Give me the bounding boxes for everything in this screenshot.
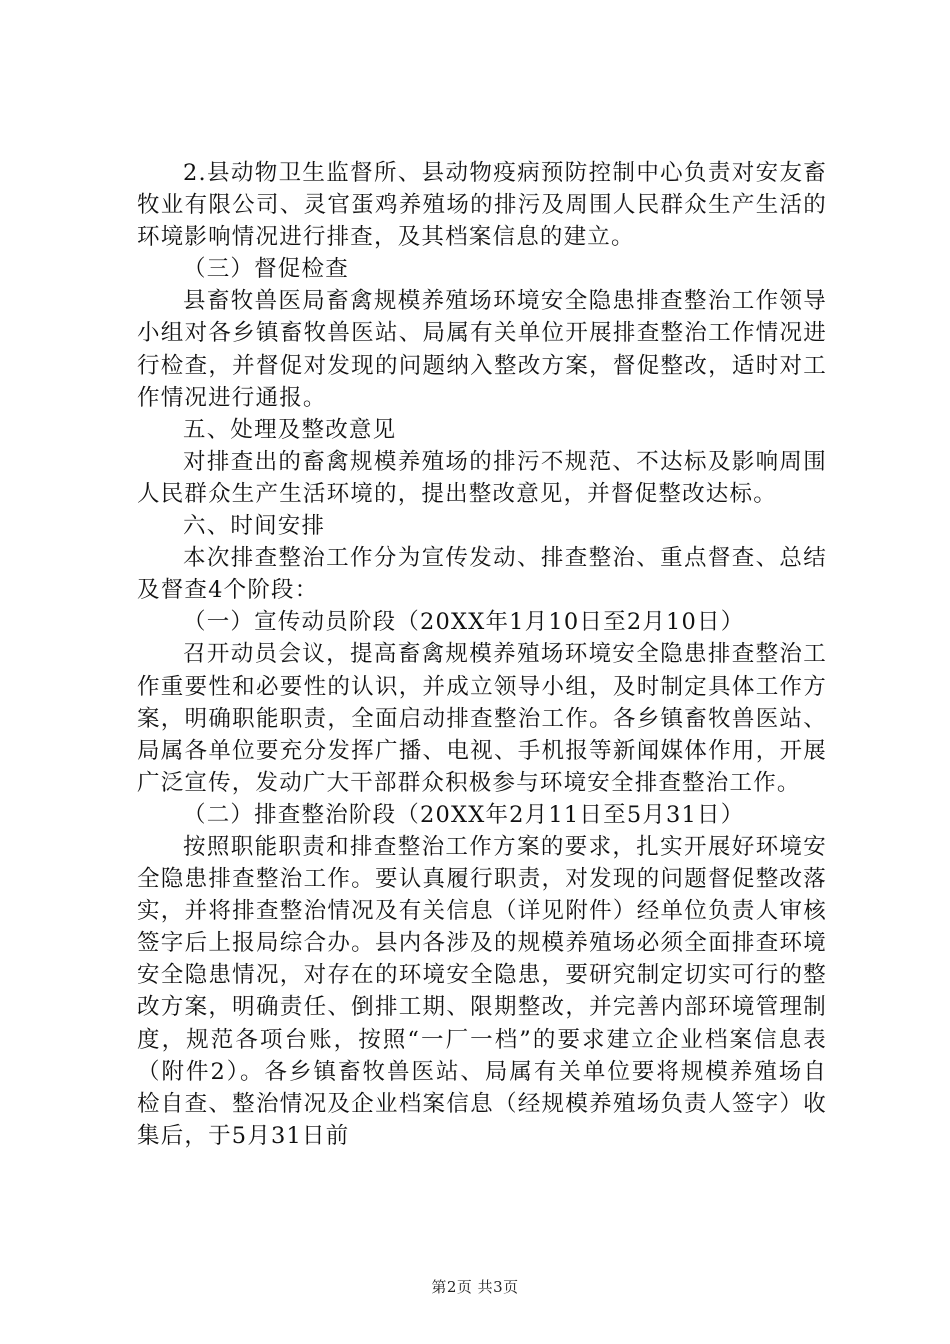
page-footer: 第2页 共3页 xyxy=(431,1278,519,1296)
paragraph-rectification: 对排查出的畜禽规模养殖场的排污不规范、不达标及影响周围人民群众生产生活环境的，提出整改意见，并督促整改达标。 xyxy=(137,448,827,507)
section-heading-supervision: （三）督促检查 xyxy=(183,256,349,283)
paragraph-publicity: 召开动员会议，提高畜禽规模养殖场环境安全隐患排查整治工作重要性和必要性的认识，并成立领导小组，及时制定具体工作方案，明确职能职责，全面启动排查整治工作。各乡镇畜牧兽医站、局属各单位要充分发挥广播、电视、手机报等新闻媒体作用，开展广泛宣传，发动广大干部群众积极参与环境安全排查整治工作。 xyxy=(137,641,827,796)
stage-heading-publicity: （一）宣传动员阶段（20XX年1月10日至2月10日） xyxy=(183,609,745,636)
section-heading-rectification: 五、处理及整改意见 xyxy=(183,416,397,443)
section-heading-schedule: 六、时间安排 xyxy=(183,513,326,540)
stage-heading-inspection: （二）排查整治阶段（20XX年2月11日至5月31日） xyxy=(183,801,745,828)
paragraph-item-2: 2.县动物卫生监督所、县动物疫病预防控制中心负责对安友畜牧业有限公司、灵官蛋鸡养殖场的排污及周围人民群众生产生活的环境影响情况进行排查，及其档案信息的建立。 xyxy=(137,160,827,251)
paragraph-supervision: 县畜牧兽医局畜禽规模养殖场环境安全隐患排查整治工作领导小组对各乡镇畜牧兽医站、局属有关单位开展排查整治工作情况进行检查，并督促对发现的问题纳入整改方案，督促整改，适时对工作情况进行通报。 xyxy=(137,288,827,411)
document-body xyxy=(137,157,827,1152)
paragraph-inspection: 按照职能职责和排查整治工作方案的要求，扎实开展好环境安全隐患排查整治工作。要认真履行职责，对发现的问题督促整改落实，并将排查整治情况及有关信息（详见附件）经单位负责人审核签字后上报局综合办。县内各涉及的规模养殖场必须全面排查环境安全隐患情况，对存在的环境安全隐患，要研究制定切实可行的整改方案，明确责任、倒排工期、限期整改，并完善内部环境管理制度，规范各项台账，按照“一厂一档”的要求建立企业档案信息表（附件2）。各乡镇畜牧兽医站、局属有关单位要将规模养殖场自检自查、整治情况及企业档案信息（经规模养殖场负责人签字）收集后，于5月31日前 xyxy=(137,833,827,1149)
paragraph-schedule-overview: 本次排查整治工作分为宣传发动、排查整治、重点督查、总结及督查4个阶段： xyxy=(137,545,827,604)
